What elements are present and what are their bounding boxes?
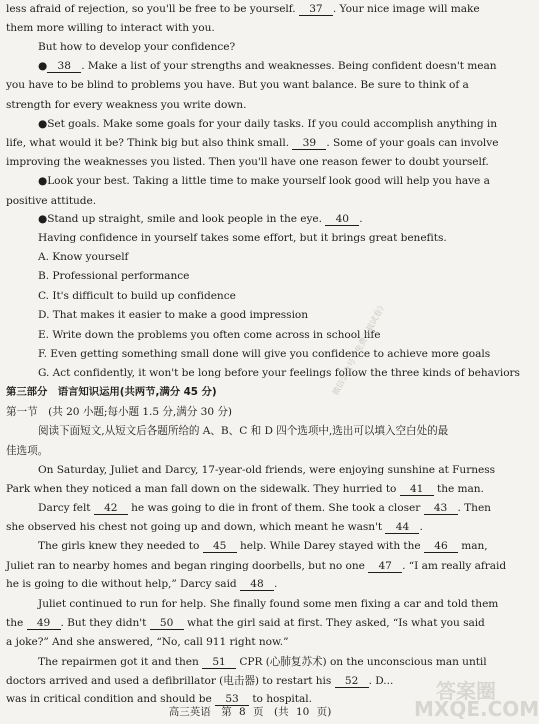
line-text: D. That makes it easier to make a good impression bbox=[38, 309, 309, 321]
line-text: the bbox=[6, 617, 27, 629]
text-line bbox=[6, 22, 492, 36]
answer-blank: 52 bbox=[335, 676, 369, 688]
answer-blank: 41 bbox=[400, 484, 434, 496]
line-text: 佳选项。 bbox=[6, 445, 49, 457]
line-text: he was going to die in front of them. She took a closer bbox=[127, 502, 424, 514]
line-text: E. Write down the problems you often come across in school life bbox=[38, 329, 381, 341]
line-text: ●Look your best. Taking a little time to make yourself look good will help you have a bbox=[38, 175, 490, 187]
line-text: what the girl said at first. They asked, “Is what you said bbox=[183, 617, 485, 629]
line-text: . bbox=[419, 521, 423, 533]
line-text: was in critical condition and should be bbox=[6, 693, 216, 705]
text-line bbox=[6, 195, 492, 209]
answer-blank: 48 bbox=[240, 579, 274, 591]
line-text: . bbox=[359, 213, 363, 225]
text-line bbox=[6, 578, 492, 592]
line-text: life, what would it be? Think big but also think small. bbox=[6, 137, 293, 149]
line-text: CPR (心肺复苏术) on the unconscious man until bbox=[236, 656, 487, 668]
text-line bbox=[38, 656, 492, 670]
line-text: Juliet ran to nearby homes and began ringing doorbells, but no one bbox=[6, 560, 369, 572]
line-text: 阅读下面短文,从短文后各题所给的 A、B、C 和 D 四个选项中,选出可以填入空白处的最 bbox=[38, 425, 449, 437]
line-text: Juliet continued to run for help. She finally found some men fixing a car and told them bbox=[38, 598, 499, 610]
text-line bbox=[6, 636, 492, 650]
line-text: help. While Darey stayed with the bbox=[236, 540, 424, 552]
answer-blank: 53 bbox=[215, 694, 249, 706]
answer-blank: 39 bbox=[292, 138, 326, 150]
line-text: man, bbox=[457, 540, 488, 552]
text-line bbox=[38, 367, 520, 381]
answer-blank: 42 bbox=[94, 503, 128, 515]
text-line bbox=[6, 3, 492, 17]
text-line bbox=[38, 175, 492, 189]
answer-blank: 50 bbox=[150, 618, 184, 630]
text-line bbox=[38, 270, 492, 284]
text-line bbox=[6, 137, 499, 151]
line-text: . Make a list of your strengths and weaknesses. Being confident doesn't mean bbox=[81, 60, 497, 72]
line-text: ●Set goals. Make some goals for your daily tasks. If you could accomplish anything in bbox=[38, 118, 497, 130]
text-line bbox=[6, 406, 492, 420]
line-text: F. Even getting something small done will give you confidence to achieve more goals bbox=[38, 348, 491, 360]
line-text: The repairmen got it and then bbox=[38, 656, 203, 668]
line-text: C. It's difficult to build up confidence bbox=[38, 290, 236, 302]
line-text: ●Stand up straight, smile and look people in the eye. bbox=[38, 213, 326, 225]
text-line bbox=[38, 41, 492, 55]
line-text: Having confidence in yourself takes some effort, but it brings great benefits. bbox=[38, 232, 447, 244]
line-text: she observed his chest not going up and down, which meant he wasn't bbox=[6, 521, 386, 533]
line-text: But how to develop your confidence? bbox=[38, 41, 236, 53]
line-text: B. Professional performance bbox=[38, 270, 190, 282]
line-text: . “I am really afraid bbox=[402, 560, 507, 572]
answer-blank: 49 bbox=[27, 618, 61, 630]
text-line bbox=[6, 560, 507, 574]
text-line bbox=[6, 445, 492, 459]
text-line bbox=[38, 232, 492, 246]
line-text: positive attitude. bbox=[6, 195, 97, 207]
line-text: The girls knew they needed to bbox=[38, 540, 203, 552]
text-line bbox=[6, 386, 492, 400]
answer-blank: 37 bbox=[299, 4, 333, 16]
line-text: . Your nice image will make bbox=[332, 3, 480, 15]
line-text: G. Act confidently, it won't be long before your feelings follow the three kinds of behaviors bbox=[38, 367, 520, 379]
line-text: . But they didn't bbox=[60, 617, 150, 629]
answer-blank: 44 bbox=[385, 522, 419, 534]
line-text: you have to be blind to problems you have. But you want balance. Be sure to think of a bbox=[6, 79, 469, 91]
text-line bbox=[6, 617, 492, 631]
line-text: less afraid of rejection, so you'll be free to be yourself. bbox=[6, 3, 299, 15]
line-text: ● bbox=[38, 60, 48, 72]
text-line bbox=[38, 502, 492, 516]
answer-blank: 47 bbox=[368, 561, 402, 573]
answer-blank: 46 bbox=[424, 541, 458, 553]
text-line bbox=[38, 309, 492, 323]
answer-blank: 43 bbox=[424, 503, 458, 515]
line-text: . Then bbox=[457, 502, 491, 514]
text-line bbox=[38, 425, 492, 439]
line-text: doctors arrived and used a defibrillator (电击器) to restart his bbox=[6, 675, 335, 687]
text-line bbox=[38, 251, 492, 265]
text-line bbox=[38, 290, 492, 304]
text-line bbox=[38, 118, 497, 132]
text-line bbox=[6, 99, 492, 113]
line-text: Darcy felt bbox=[38, 502, 94, 514]
text-line bbox=[38, 464, 495, 478]
page-footer: 高三英语 第 8 页 (共 10 页) bbox=[168, 706, 332, 718]
line-text: to hospital. bbox=[249, 693, 312, 705]
text-line bbox=[6, 483, 492, 497]
line-text: improving the weaknesses you listed. Then you'll have one reason fewer to doubt yourself. bbox=[6, 156, 489, 168]
line-text: On Saturday, Juliet and Darcy, 17-year-old friends, were enjoying sunshine at Furness bbox=[38, 464, 495, 476]
text-line bbox=[6, 156, 492, 170]
line-text: . D... bbox=[368, 675, 394, 687]
text-line bbox=[6, 79, 492, 93]
text-line bbox=[38, 60, 497, 74]
line-text: Park when they noticed a man fall down on the sidewalk. They hurried to bbox=[6, 483, 400, 495]
line-text: them more willing to interact with you. bbox=[6, 22, 215, 34]
line-text: A. Know yourself bbox=[38, 251, 129, 263]
line-text: . Some of your goals can involve bbox=[326, 137, 499, 149]
corner-logo-watermark: 答案圈 MXQE.COM bbox=[414, 679, 539, 721]
text-line bbox=[38, 598, 499, 612]
answer-blank: 51 bbox=[202, 657, 236, 669]
text-line bbox=[38, 213, 492, 227]
line-text: he is going to die without help,” Darcy said bbox=[6, 578, 240, 590]
answer-blank: 38 bbox=[47, 61, 81, 73]
line-text: a joke?” And she answered, “No, call 911 right now.” bbox=[6, 636, 289, 648]
text-line bbox=[38, 540, 492, 554]
watermark-text: 微信公众号《免费下载试卷》 bbox=[330, 300, 388, 397]
text-line bbox=[6, 521, 492, 535]
section-heading: 第三部分 语言知识运用(共两节,满分 45 分) bbox=[6, 386, 217, 398]
line-text: the man. bbox=[433, 483, 484, 495]
line-text: 第一节 (共 20 小题;每小题 1.5 分,满分 30 分) bbox=[6, 406, 232, 418]
answer-blank: 40 bbox=[325, 214, 359, 226]
text-line bbox=[38, 329, 492, 343]
line-text: strength for every weakness you write down. bbox=[6, 99, 247, 111]
text-line bbox=[38, 348, 492, 362]
answer-blank: 45 bbox=[203, 541, 237, 553]
line-text: . bbox=[273, 578, 278, 590]
